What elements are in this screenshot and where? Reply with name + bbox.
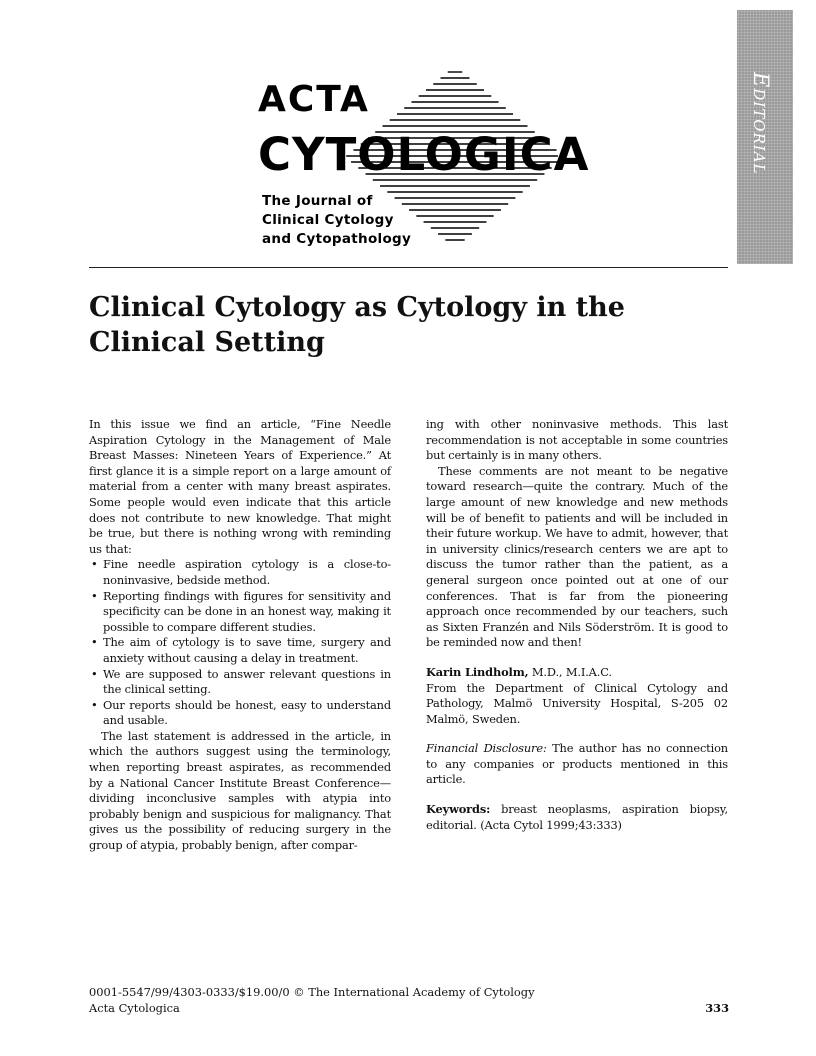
author-line [426, 665, 728, 681]
body-column-left [89, 417, 391, 854]
logo-subtitle [262, 192, 411, 249]
page-number: 333 [705, 1000, 729, 1015]
logo-subtitle-line2: Clinical Cytology [262, 212, 394, 228]
list-item: • We are supposed to answer relevant questions in the clinical setting. [89, 667, 391, 698]
copyright-line: 0001-5547/99/4303-0333/$19.00/0 © The International Academy of Cytology [89, 985, 535, 999]
section-label: Editorial [749, 72, 773, 175]
author-name: Karin Lindholm, [426, 664, 529, 679]
logo-subtitle-line3: and Cytopathology [262, 231, 412, 247]
list-item: • Our reports should be honest, easy to understand and usable. [89, 698, 391, 729]
body-paragraph: The last statement is addressed in the article, in which the authors suggest using the terminology, when reporting breast aspirates, as recommended by a National Cancer Institute Breast Conference—dividing inconclusive samples with atypia into probably benign and suspicious for malignancy. That gives us the possibility of reducing surgery in the group of atypia, probably benign, after compar- [89, 728, 391, 853]
logo-cytologica: CYTOLOGICA [258, 128, 590, 181]
author-degrees: M.D., M.I.A.C. [528, 664, 612, 679]
logo-subtitle-line1: The Journal of [262, 193, 373, 209]
body-paragraph: ing with other noninvasive methods. This last recommendation is not acceptable in some countries but certainly is in many others. [426, 417, 728, 463]
list-item: • The aim of cytology is to save time, surgery and anxiety without causing a delay in treatment. [89, 635, 391, 666]
body-paragraph: These comments are not meant to be negative toward research—quite the contrary. Much of the large amount of new knowledge and new methods will be of benefit to patients and will be included in their future workup. We have to admit, however, that in university clinics/research centers we are apt to discuss the tumor rather than the patient, as a general surgeon once pointed out at one of our conferences. That is far from the pioneering approach once recommended by our teachers, such as Sixten Franzén and Nils Söderström. It is good to be reminded now and then! [426, 463, 728, 650]
keywords-text: breast neoplasms, aspiration biopsy, editorial. (Acta Cytol 1999;43:333) [426, 802, 728, 832]
article-title: Clinical Cytology as Cytology in the Clinical Setting [89, 292, 625, 358]
list-item: • Reporting findings with figures for sensitivity and specificity can be done in an honest way, making it possible to compare different studies. [89, 589, 391, 636]
intro-paragraph: In this issue we find an article, “Fine Needle Aspiration Cytology in the Management of Male Breast Masses: Nineteen Years of Experience.” At first glance it is a simple report on a large amount of material from a center with many breast aspirates. Some people would even indicate that this article does not contribute to new knowledge. That might be true, but there is nothing wrong with reminding us that: [89, 417, 391, 556]
financial-disclosure [426, 741, 728, 788]
logo-acta: ACTA [258, 79, 370, 120]
keywords [426, 802, 728, 833]
list-item: • Fine needle aspiration cytology is a close-to-noninvasive, bedside method. [89, 557, 391, 588]
journal-name: Acta Cytologica [89, 1000, 180, 1015]
keywords-label: Keywords: [426, 802, 491, 817]
editorial-section-tab [737, 10, 793, 264]
key-points-list [89, 557, 391, 729]
disclosure-label: Financial Disclosure: [426, 741, 547, 756]
header-divider [89, 267, 728, 268]
author-affiliation: From the Department of Clinical Cytology and Pathology, Malmö University Hospital, S-205 02 Malmö, Sweden. [426, 680, 728, 726]
journal-logo [258, 62, 590, 252]
disclosure-text: The author has no connection to any companies or products mentioned in this article. [426, 741, 728, 787]
page-footer [89, 985, 729, 1016]
body-column-right [426, 417, 728, 833]
